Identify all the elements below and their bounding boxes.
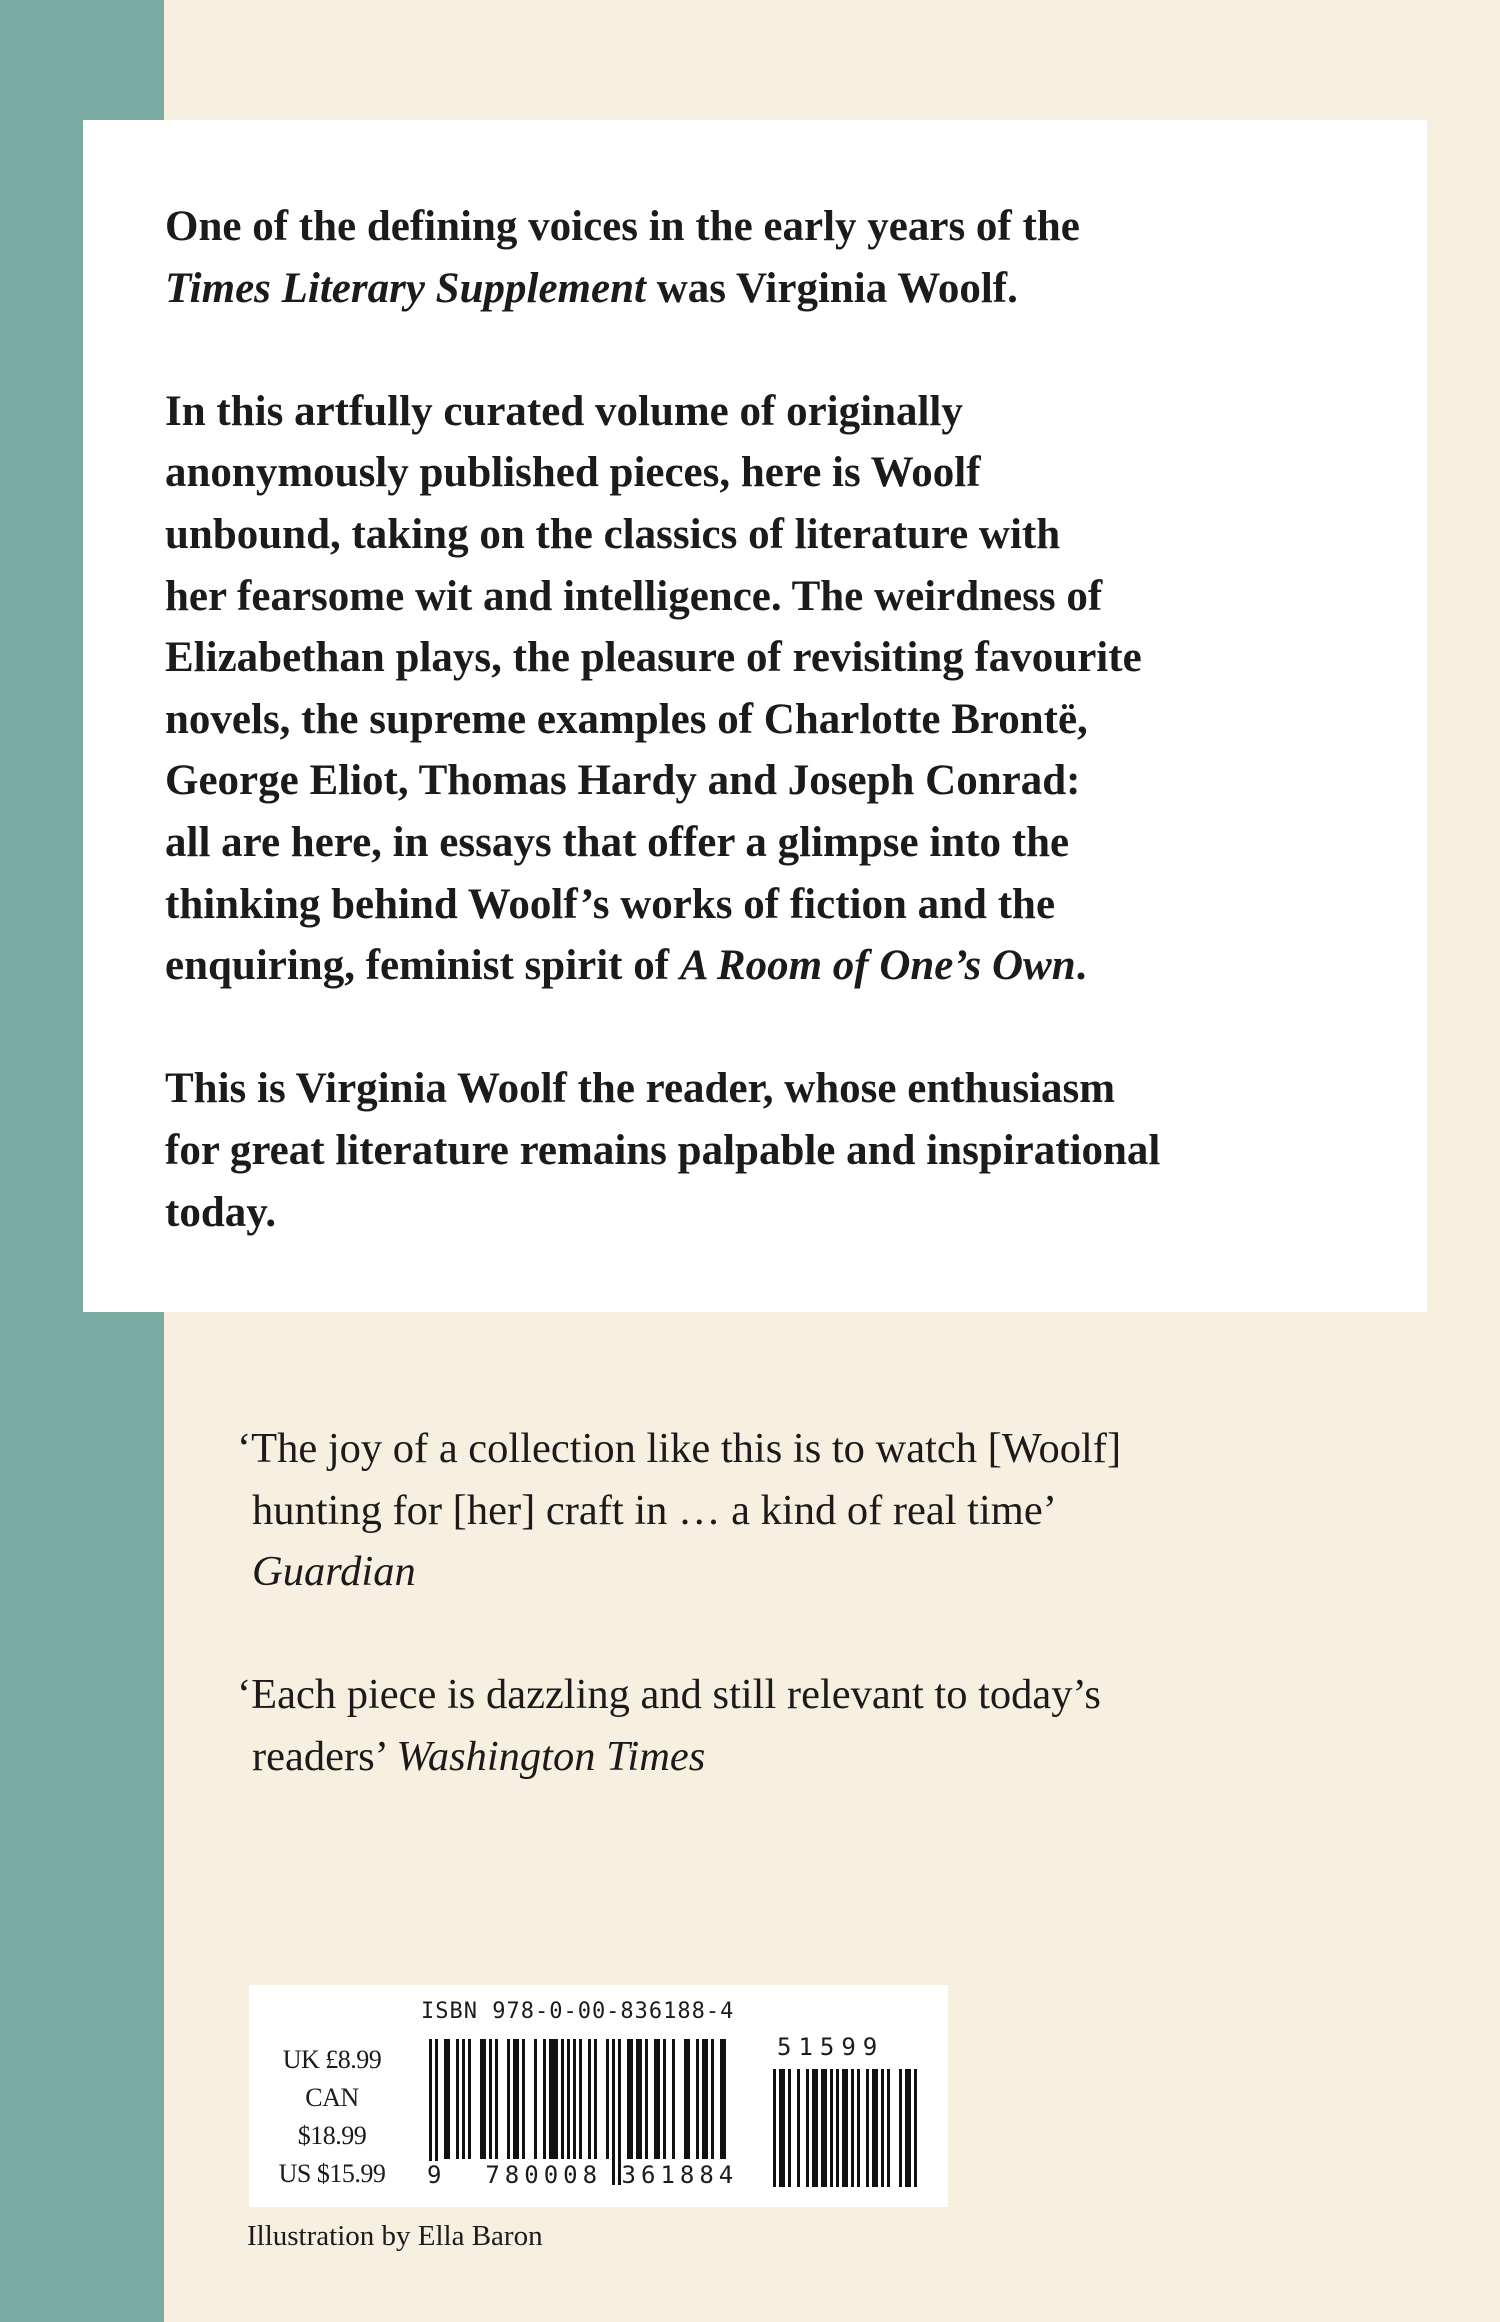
text-line (237, 1664, 1121, 1726)
text-segment: . (1075, 942, 1087, 990)
barcode-bar (594, 2039, 597, 2159)
barcode-bar (806, 2069, 809, 2187)
barcode-bar (534, 2039, 537, 2159)
price-us: US $15.99 (278, 2159, 386, 2188)
barcode-bar (507, 2039, 510, 2159)
ean-lead-digit: 9 (427, 2161, 447, 2189)
barcode-bar (462, 2039, 465, 2159)
barcode-bar (543, 2039, 546, 2159)
review-quotes (237, 1418, 1121, 1849)
text-line (165, 1058, 1160, 1120)
text-segment: This is Virginia Woolf the reader, whose enthusiasm (165, 1065, 1116, 1113)
barcode-bar (836, 2069, 839, 2187)
barcode-bar (489, 2039, 492, 2159)
barcode-bar (579, 2039, 582, 2159)
barcode-bar (495, 2039, 498, 2159)
text-line (165, 812, 1160, 874)
text-segment: readers’ (252, 1732, 397, 1780)
barcode-bar (872, 2069, 878, 2187)
barcode-bar (456, 2039, 459, 2159)
text-segment: her fearsome wit and intelligence. The weirdness of (165, 572, 1103, 620)
text-segment: for great literature remains palpable and inspirational (165, 1126, 1161, 1174)
barcode-bar (899, 2069, 902, 2187)
text-line (237, 1541, 1121, 1603)
text-line (165, 627, 1160, 689)
text-line (237, 1726, 1121, 1788)
barcode-bar (887, 2069, 890, 2187)
barcode-bar (720, 2039, 726, 2159)
ean-digits (427, 2161, 738, 2189)
barcode-bar (702, 2039, 708, 2159)
barcode-bar (866, 2069, 869, 2187)
blurb-text (165, 196, 1160, 1305)
text-line (165, 1120, 1160, 1182)
text-line (165, 196, 1160, 258)
barcode-bar (663, 2039, 666, 2159)
text-segment: ‘Each piece is dazzling and still relevant to today’s (237, 1671, 1101, 1718)
text-line (237, 1480, 1121, 1542)
review-quote (237, 1418, 1121, 1603)
text-segment: One of the defining voices in the early years of the (165, 203, 1080, 250)
barcode-bar (606, 2039, 609, 2159)
text-segment: all are here, in essays that offer a glimpse into the (165, 818, 1070, 866)
barcode-bar (851, 2069, 854, 2187)
price-list (277, 2041, 387, 2193)
text-line (165, 504, 1160, 566)
barcode-bar (821, 2069, 827, 2187)
barcode-bar (522, 2039, 525, 2159)
barcode-bar (812, 2069, 818, 2187)
text-line (165, 874, 1160, 936)
barcode-bar (842, 2069, 848, 2187)
text-line (165, 566, 1160, 628)
addon-barcode (773, 2069, 923, 2187)
text-line (165, 750, 1160, 812)
text-segment: ‘The joy of a collection like this is to watch [Woolf] (237, 1425, 1122, 1472)
italic-title: Times Literary Supplement (165, 264, 646, 312)
blurb-paragraph (165, 196, 1160, 319)
text-line (165, 442, 1160, 504)
text-segment: George Eliot, Thomas Hardy and Joseph Conrad: (165, 757, 1081, 805)
barcode-bar (549, 2039, 558, 2159)
barcode-bar (567, 2039, 570, 2159)
barcode-bar (830, 2069, 833, 2187)
barcode-bar (444, 2039, 450, 2159)
text-line (165, 1182, 1160, 1244)
blurb-paragraph (165, 1058, 1160, 1243)
barcode-bar (588, 2039, 591, 2159)
text-segment: hunting for [her] craft in … a kind of real time’ (252, 1486, 1057, 1534)
illustration-credit: Illustration by Ella Baron (247, 2220, 543, 2252)
italic-title: Guardian (252, 1548, 416, 1595)
barcode-bar (573, 2039, 576, 2159)
barcode-bar (857, 2069, 860, 2187)
blurb-panel (83, 120, 1427, 1312)
barcode-bar (645, 2039, 648, 2159)
italic-title: Washington Times (396, 1732, 706, 1780)
barcode-panel (249, 1985, 948, 2207)
barcode-bar (773, 2069, 776, 2187)
barcode-bar (627, 2039, 633, 2159)
blurb-paragraph (165, 381, 1160, 997)
text-line (237, 1418, 1121, 1480)
barcode-bar (788, 2069, 791, 2187)
barcode-bar (468, 2039, 471, 2159)
price-uk: UK £8.99 (282, 2045, 382, 2074)
text-line (165, 381, 1160, 443)
text-segment: enquiring, feminist spirit of (165, 942, 680, 990)
ean-left-digits: 780008 (485, 2161, 603, 2189)
italic-title: A Room of One’s Own (679, 942, 1076, 990)
text-segment: was Virginia Woolf. (645, 264, 1018, 312)
barcode-bar (513, 2039, 519, 2159)
barcode-bar (696, 2039, 699, 2159)
addon-digits: 51599 (777, 2033, 885, 2061)
text-segment: thinking behind Woolf’s works of fiction and the (165, 880, 1056, 928)
text-segment: unbound, taking on the classics of literature with (165, 510, 1061, 558)
barcode-bar (914, 2069, 917, 2187)
text-line (165, 935, 1160, 997)
barcode-bar (905, 2069, 911, 2187)
isbn-label: ISBN 978-0-00-836188-4 (421, 1999, 735, 2024)
barcode-bar (654, 2039, 660, 2159)
barcode-bar (561, 2039, 564, 2159)
text-segment: today. (165, 1188, 277, 1236)
text-segment: Elizabethan plays, the pleasure of revisiting favourite (165, 634, 1142, 682)
barcode-bar (797, 2069, 800, 2187)
review-quote (237, 1664, 1121, 1787)
ean-right-digits: 361884 (621, 2161, 739, 2189)
text-segment: novels, the supreme examples of Charlotte Brontë, (165, 695, 1088, 743)
barcode-bar (480, 2039, 486, 2159)
barcode-bar (684, 2039, 690, 2159)
barcode-bar (711, 2039, 714, 2159)
price-can: CAN $18.99 (297, 2083, 367, 2150)
barcode-bar (636, 2039, 642, 2159)
barcode-bar (672, 2039, 675, 2159)
text-line (165, 258, 1160, 320)
text-segment: anonymously published pieces, here is Woolf (165, 449, 981, 497)
barcode-bar (881, 2069, 884, 2187)
barcode-bar (779, 2069, 785, 2187)
text-segment: In this artfully curated volume of originally (165, 387, 963, 435)
text-line (165, 689, 1160, 751)
